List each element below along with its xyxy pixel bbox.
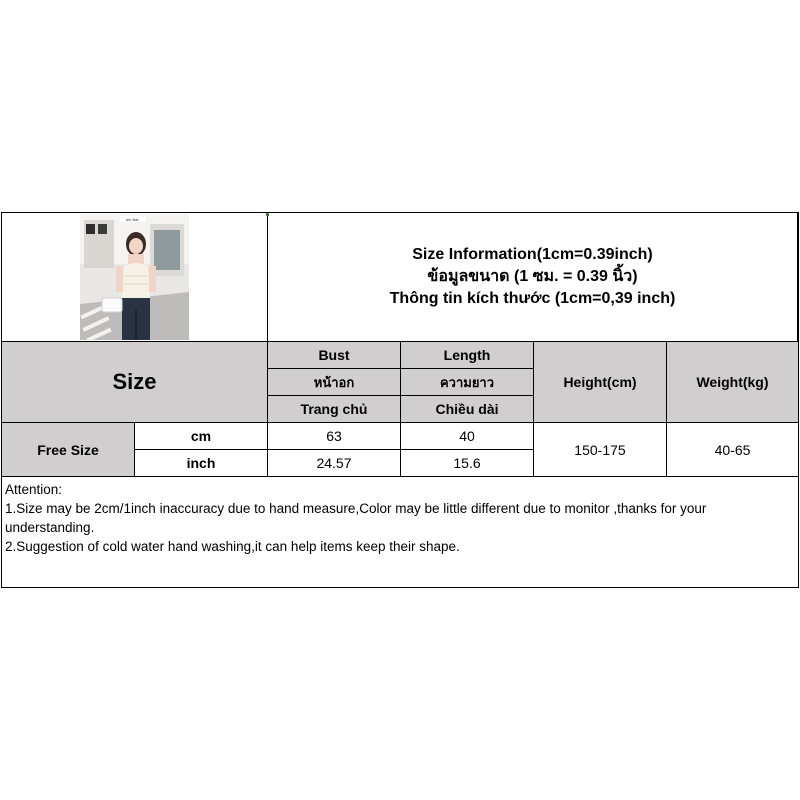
attention-line-1: 1.Size may be 2cm/1inch inaccuracy due to hand measure,Color may be little different due to monitor ,thanks for your understanding.	[5, 501, 707, 535]
length-header-vi: Chiều dài	[401, 396, 534, 423]
cell-marker	[266, 213, 269, 216]
product-photo-cell	[2, 213, 268, 342]
free-size-label: Free Size	[2, 423, 135, 477]
weight-range-value: 40-65	[667, 423, 798, 477]
size-header: Size	[2, 342, 268, 423]
bust-header-en: Bust	[268, 342, 401, 369]
title-thai: ข้อมูลขนาด (1 ซม. = 0.39 นิ้ว)	[427, 268, 638, 285]
attention-line-2: 2.Suggestion of cold water hand washing,it can help items keep their shape.	[5, 539, 460, 554]
length-header-en: Length	[401, 342, 534, 369]
bust-inch-value: 24.57	[268, 450, 401, 477]
size-information-title	[268, 213, 798, 342]
title-english: Size Information(1cm=0.39inch)	[412, 246, 653, 263]
bust-header-vi: Trang chủ	[268, 396, 401, 423]
attention-notes	[2, 477, 798, 587]
bust-header-th: หน้าอก	[268, 369, 401, 396]
photo-sign-text: lee Bat	[126, 217, 139, 222]
length-header-th: ความยาว	[401, 369, 534, 396]
product-photo	[80, 214, 189, 340]
length-inch-value: 15.6	[401, 450, 534, 477]
weight-header: Weight(kg)	[667, 342, 798, 423]
bust-cm-value: 63	[268, 423, 401, 450]
attention-heading: Attention:	[5, 482, 63, 497]
unit-cm: cm	[135, 423, 268, 450]
height-range-value: 150-175	[534, 423, 667, 477]
length-cm-value: 40	[401, 423, 534, 450]
height-header: Height(cm)	[534, 342, 667, 423]
title-vietnamese: Thông tin kích thước (1cm=0,39 inch)	[389, 290, 676, 307]
unit-inch: inch	[135, 450, 268, 477]
size-chart-table	[1, 212, 799, 588]
